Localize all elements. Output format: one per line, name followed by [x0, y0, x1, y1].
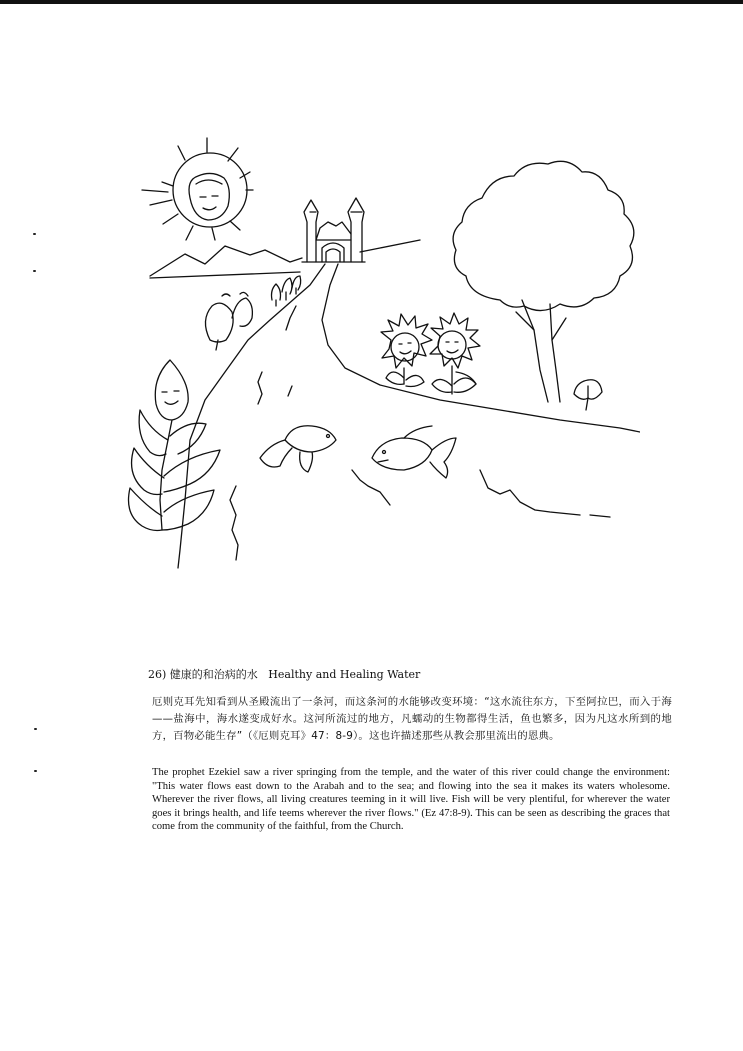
body-text-chinese: 厄则克耳先知看到从圣殿流出了一条河，而这条河的水能够改变环境：“这水流往东方，下至阿拉巴，而入于海——盐海中，海水遂变成好水。这河所流过的地方，凡蠕动的生物都得生活，鱼也繁多，因为凡这水所到的地方，百物必能生存”（《厄则克耳》47：8-9）。这也许描述那些从教会那里流出的恩典。 — [152, 696, 672, 742]
caption-title-zh: 健康的和治病的水 — [169, 668, 258, 681]
river — [178, 264, 640, 568]
scan-speck — [33, 270, 36, 272]
caption-title-en: Healthy and Healing Water — [268, 668, 421, 681]
horizon-line — [150, 272, 300, 278]
sun-icon — [142, 138, 253, 240]
scan-speck — [34, 728, 37, 730]
tree-icon — [453, 161, 634, 402]
scan-speck — [34, 770, 37, 772]
scan-top-edge — [0, 0, 743, 4]
figure-caption — [148, 666, 420, 682]
caption-number: 26) — [148, 668, 167, 681]
fish-icon — [372, 426, 456, 478]
river-illustration — [120, 130, 640, 590]
leaf-sprout-icon — [574, 380, 602, 410]
sunflower-icon — [430, 313, 480, 394]
bushes — [205, 276, 300, 350]
mountains — [150, 240, 420, 276]
sunflower-icon — [381, 314, 432, 387]
leafy-plant-icon — [129, 360, 221, 531]
fish-icon — [260, 426, 336, 472]
temple — [302, 198, 365, 262]
scan-speck — [33, 233, 36, 235]
body-text-english: The prophet Ezekiel saw a river springing from the temple, and the water of this river could change the environment: "This water flows east down to the Arabah and to the sea; and flowing into the sea it makes its waters wholesome. Wherever the river flows, all living creatures teeming in it will live. Fish will be very plentiful, for wherever the water goes it brings health, and life teems wherever the river flows." (Ez 47:8-9). This can be seen as describing the graces that come from the community of the faithful, from the Church. — [152, 767, 670, 833]
